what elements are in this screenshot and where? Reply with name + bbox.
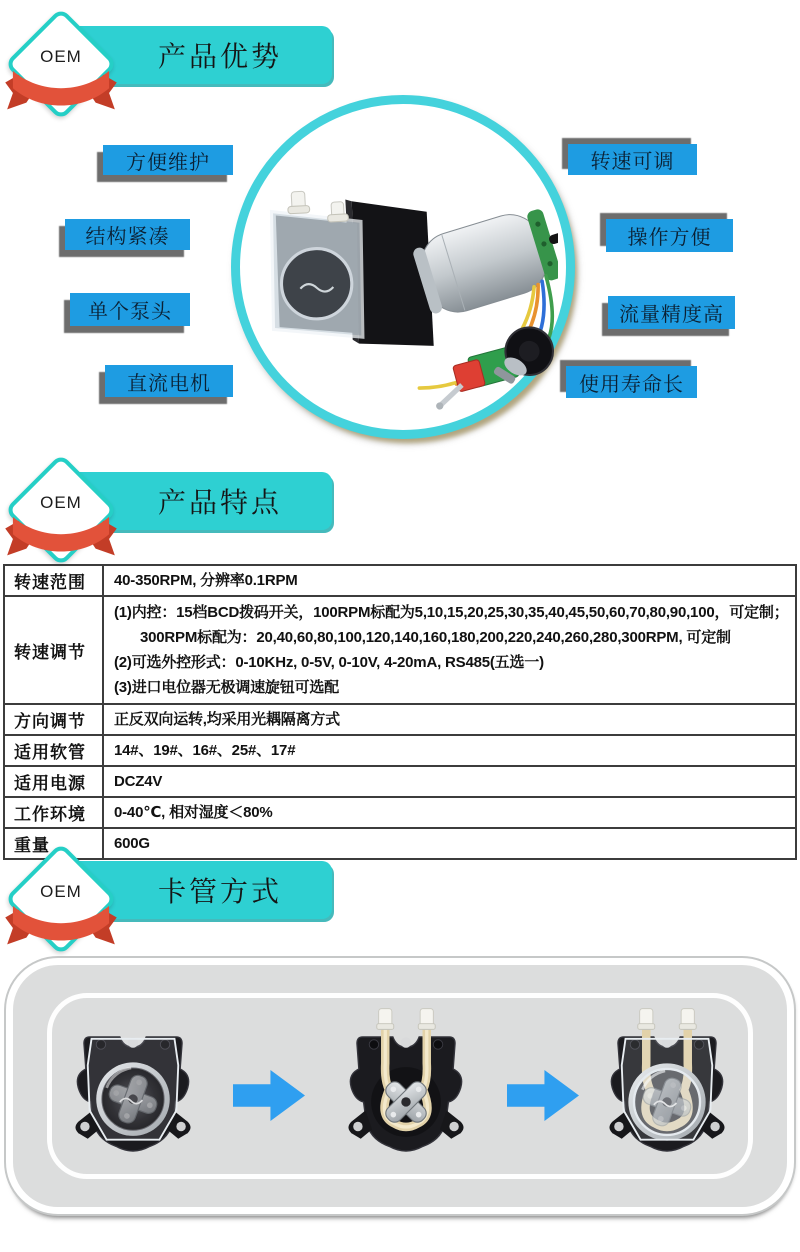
spec-label: 方向调节 bbox=[4, 704, 103, 735]
advantage-label: 单个泵头 bbox=[70, 293, 190, 326]
spec-value: (3)进口电位器无极调速旋钮可选配 bbox=[114, 679, 339, 696]
spec-label: 重量 bbox=[4, 828, 103, 859]
table-row bbox=[4, 735, 796, 766]
table-row bbox=[4, 565, 796, 596]
advantage-label: 操作方便 bbox=[606, 219, 733, 252]
spec-label: 工作环境 bbox=[4, 797, 103, 828]
table-row bbox=[4, 828, 796, 859]
ribbon-icon bbox=[3, 515, 119, 565]
spec-value: 40-350RPM, 分辨率0.1RPM bbox=[114, 572, 298, 589]
spec-table bbox=[3, 564, 797, 860]
section-title: 产品特点 bbox=[157, 487, 282, 518]
spec-label: 适用电源 bbox=[4, 766, 103, 797]
spec-value: 正反双向运转,均采用光耦隔离方式 bbox=[114, 711, 340, 728]
pump-head-closed bbox=[67, 1004, 199, 1166]
spec-label: 适用软管 bbox=[4, 735, 103, 766]
pump-head-open-with-tube bbox=[340, 1004, 472, 1166]
spec-label: 转速范围 bbox=[4, 565, 103, 596]
spec-value: 0-40℃, 相对湿度＜80% bbox=[114, 804, 273, 821]
oem-badge bbox=[8, 846, 114, 952]
table-row bbox=[4, 797, 796, 828]
clamp-steps-panel bbox=[6, 958, 794, 1214]
section-title: 卡管方式 bbox=[157, 876, 282, 907]
oem-badge-label: OEM bbox=[40, 47, 82, 66]
table-row bbox=[4, 596, 796, 704]
pump-head-closed-with-tube bbox=[601, 1004, 733, 1166]
advantage-label: 转速可调 bbox=[568, 144, 697, 175]
oem-badge bbox=[8, 457, 114, 563]
oem-badge-label: OEM bbox=[40, 493, 82, 512]
oem-badge-label: OEM bbox=[40, 882, 82, 901]
advantage-label: 流量精度高 bbox=[608, 296, 735, 329]
spec-value: 14#、19#、16#、25#、17# bbox=[114, 742, 296, 759]
spec-value: 600G bbox=[114, 835, 150, 852]
spec-value: DCZ4V bbox=[114, 773, 163, 790]
ribbon-icon bbox=[3, 904, 119, 954]
spec-value: (1)内控：15档BCD拨码开关，100RPM标配为5,10,15,20,25,30,35,40,45,50,60,70,80,90,100，可定制； bbox=[114, 604, 789, 621]
section-title: 产品优势 bbox=[157, 41, 282, 72]
table-row bbox=[4, 766, 796, 797]
spec-value: 300RPM标配为：20,40,60,80,100,120,140,160,180,200,220,240,260,280,300RPM, 可定制 bbox=[140, 629, 731, 646]
product-photo bbox=[248, 128, 558, 418]
advantage-label: 方便维护 bbox=[103, 145, 233, 175]
table-row bbox=[4, 704, 796, 735]
oem-badge bbox=[8, 11, 114, 117]
advantage-label: 直流电机 bbox=[105, 365, 233, 397]
ribbon-icon bbox=[3, 69, 119, 119]
spec-value: (2)可选外控形式：0-10KHz, 0-5V, 0-10V, 4-20mA, RS485(五选一) bbox=[114, 654, 544, 671]
advantage-label: 结构紧凑 bbox=[65, 219, 190, 250]
advantage-label: 使用寿命长 bbox=[566, 366, 697, 398]
product-photo-circle bbox=[231, 95, 575, 439]
spec-label: 转速调节 bbox=[4, 596, 103, 704]
